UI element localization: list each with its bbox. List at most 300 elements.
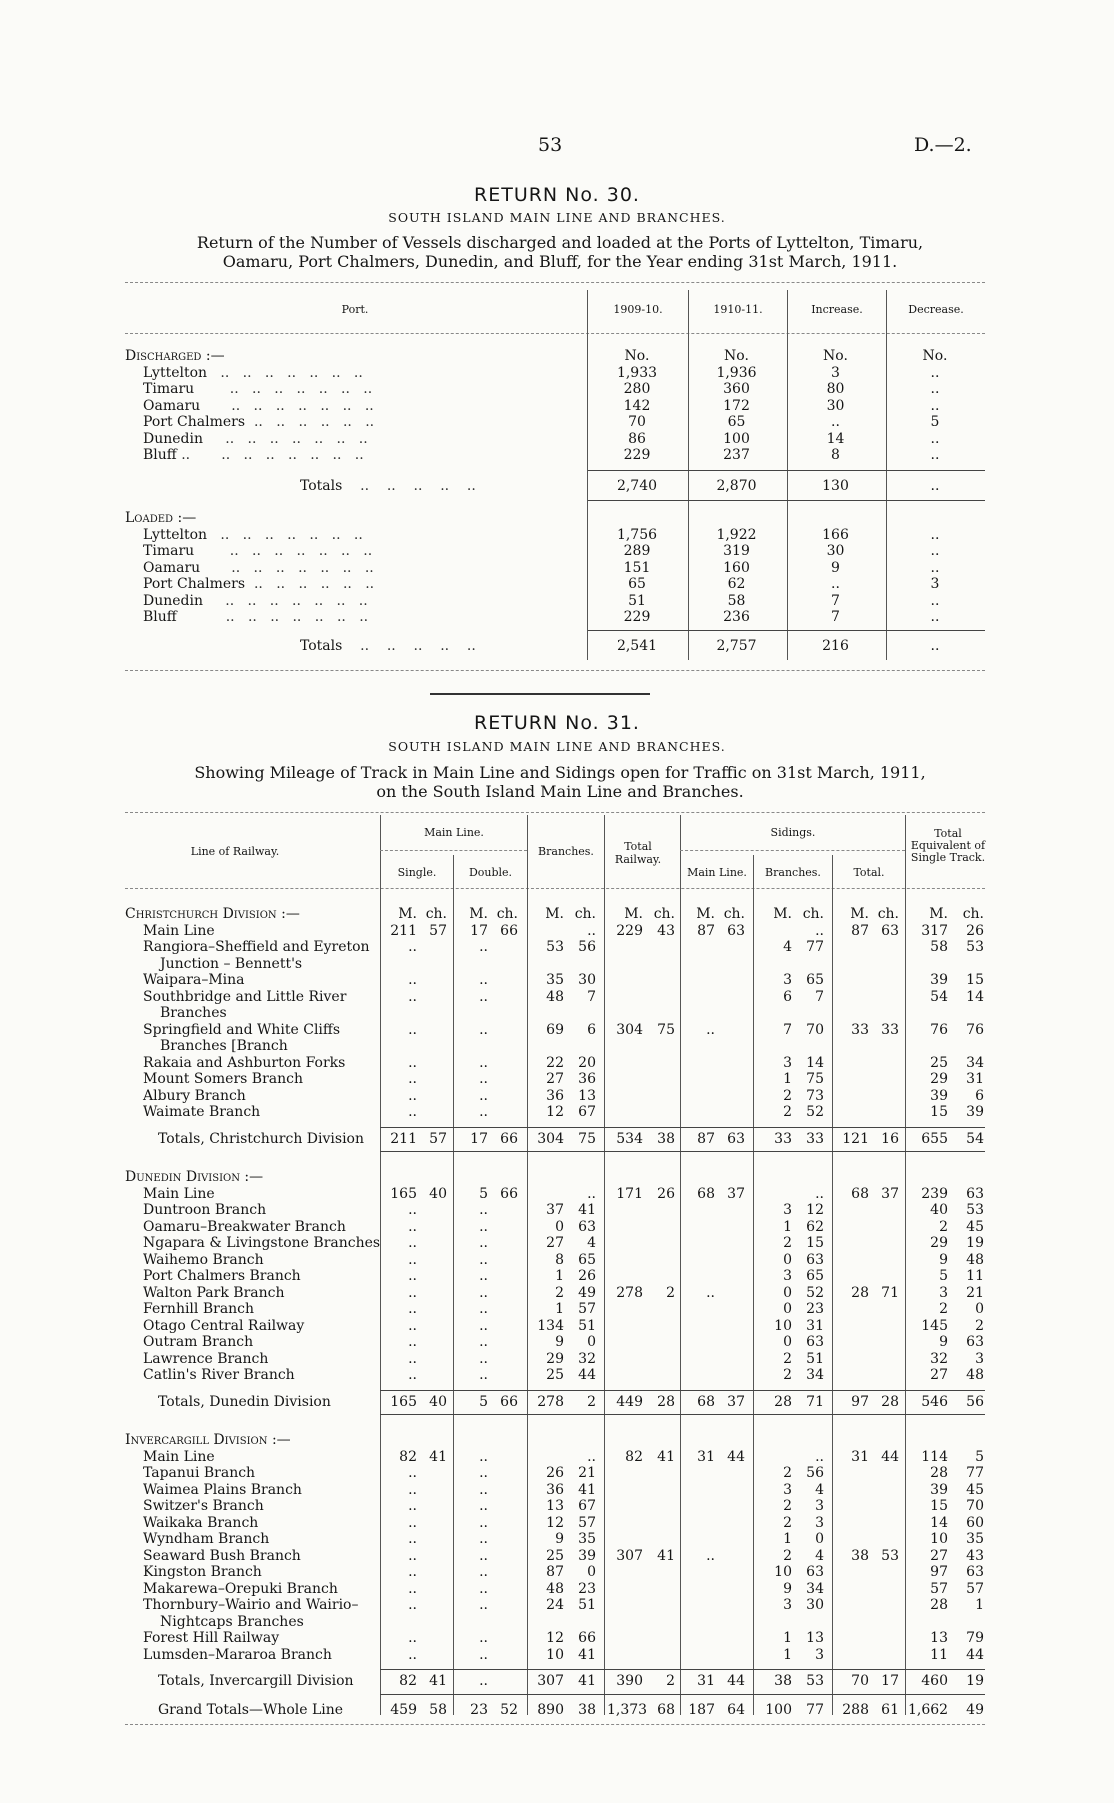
cell-chains: 44 [727,1673,745,1689]
cell-chains: 41 [657,1547,675,1564]
cell-miles: .. [479,1301,488,1317]
cell: .. [930,543,940,559]
cell-miles: .. [479,1547,488,1564]
cell-chains: 41 [578,1646,596,1663]
unit-label: No. [823,348,848,364]
cell-chains: 3 [815,1498,824,1514]
cell-miles: 4 [783,939,792,955]
cell-chains: ch. [574,906,596,922]
cell-miles: 87 [546,1564,564,1580]
cell-chains: 43 [657,922,675,939]
cell-miles: .. [408,1580,417,1597]
cell: 216 [822,638,849,654]
cell-miles: .. [479,972,488,988]
cell: 1,933 [616,364,658,381]
cell-miles: 3 [783,972,792,988]
cell: .. [930,592,940,609]
discharged-label: Discharged :— [125,348,225,364]
cell-miles: 57 [930,1580,948,1597]
cell-miles: 25 [930,1054,948,1071]
cell-miles: 2 [783,1367,792,1383]
cell-chains: ch. [653,906,675,922]
cell-chains: 71 [806,1393,824,1410]
cell-chains: 4 [815,1547,824,1564]
cell-miles: .. [479,1317,488,1334]
cell-miles: M. [398,906,417,922]
cell-miles: 3 [783,1202,792,1218]
cell-miles: .. [408,972,417,988]
cell: .. [930,638,940,654]
cell-chains: 35 [966,1531,984,1547]
cell-miles: 36 [546,1481,564,1498]
cell: .. [930,447,940,463]
line-name: Wyndham Branch [143,1531,270,1547]
cell-miles: 0 [783,1251,792,1268]
cell-miles: 8 [555,1251,564,1268]
cell-miles: .. [408,939,417,955]
table-row: Oamaru .. .. .. .. .. .. .. 151 160 9 .. [125,560,985,577]
cell-chains: 4 [815,1481,824,1498]
cell-miles: 288 [842,1701,869,1718]
cell-miles: 28 [851,1284,869,1301]
cell-miles: .. [479,1334,488,1350]
line-name: Rangiora–Sheffield and Eyreton [143,939,370,955]
subtotal-rule [380,1694,985,1695]
cell-chains: 2 [666,1284,675,1301]
cell-chains: 5 [975,1448,984,1465]
cell-miles: 38 [774,1673,792,1689]
cell-miles: .. [479,1531,488,1547]
cell-miles: 36 [546,1087,564,1104]
cell-chains: 57 [966,1580,984,1597]
cell-miles: .. [408,1071,417,1087]
cell-chains: 75 [578,1130,596,1147]
return-31-title: RETURN No. 31. [474,712,640,734]
cell-miles: .. [408,1481,417,1498]
cell-miles: 1 [783,1646,792,1663]
line-name: Waimate Branch [143,1104,261,1120]
cell-chains: 66 [578,1630,596,1646]
line-name: Lawrence Branch [143,1350,269,1367]
line-name: Oamaru–Breakwater Branch [143,1218,346,1235]
cell: 7 [831,609,840,625]
cell: .. [930,430,940,447]
cell-miles: 304 [616,1021,643,1038]
column-rule [380,815,381,1715]
cell-miles: 32 [930,1350,948,1367]
cell-chains: 11 [966,1268,984,1284]
cell-miles: .. [706,1284,715,1301]
cell-chains: ch. [962,906,984,922]
cell: 62 [727,576,746,592]
cell: 2,870 [716,478,757,494]
cell: 30 [826,397,845,414]
table-row: Oamaru .. .. .. .. .. .. .. 142 172 30 .. [125,398,985,415]
cell-chains: 41 [657,1448,675,1465]
cell-miles: .. [479,1646,488,1663]
cell-miles: 304 [537,1130,564,1147]
cell-miles: 3 [783,1481,792,1498]
cell-chains: 7 [587,988,596,1005]
cell-miles: 5 [479,1185,488,1202]
cell: 51 [628,592,646,609]
cell-miles: 29 [930,1071,948,1087]
cell-chains: 45 [966,1481,984,1498]
column-header-1909: 1909-10. [613,303,663,316]
cell-miles: 76 [930,1021,948,1038]
cell-miles: .. [479,1284,488,1301]
cell: 1,922 [716,526,757,543]
cell-miles: 5 [939,1268,948,1284]
cell-chains: 2 [587,1393,596,1410]
cell-miles: 10 [930,1531,948,1547]
cell-miles: .. [706,1021,715,1038]
cell-miles: 278 [537,1393,564,1410]
cell-chains: 63 [806,1251,824,1268]
cell-miles: .. [706,1547,715,1564]
subtotal-rule [588,500,985,501]
line-name: Port Chalmers Branch [143,1268,301,1284]
totals-label: Totals [300,478,343,494]
subtotal-rule [380,1669,985,1670]
cell-chains: 37 [881,1185,899,1202]
cell-chains: .. [815,1185,824,1202]
cell-chains: 56 [966,1393,984,1410]
cell-miles: .. [408,1531,417,1547]
cell-chains: 54 [966,1130,984,1147]
cell-miles: M. [545,906,564,922]
cell-miles: M. [773,906,792,922]
cell-chains: 66 [500,1185,518,1202]
column-header-sidings-branches: Branches. [765,866,821,879]
cell: 236 [723,609,750,625]
cell-chains: 0 [815,1531,824,1547]
cell: 2,541 [616,638,658,654]
cell-chains: 3 [975,1350,984,1367]
cell: 58 [727,592,746,609]
loaded-totals-row: Totals .. .. .. .. .. 2,541 2,757 216 .. [125,638,985,655]
table-row: Port Chalmers .. .. .. .. .. .. 65 62 .. 3 [125,576,985,593]
cell-miles: 278 [616,1284,643,1301]
column-rule [680,815,681,1715]
cell-miles: 1,662 [908,1701,949,1718]
cell-miles: 1,373 [607,1701,648,1718]
cell-miles: 28 [930,1465,948,1481]
cell-chains: 57 [429,922,447,939]
loaded-label: Loaded :— [125,510,197,526]
cell-miles: 82 [399,1673,417,1689]
cell-chains: 48 [966,1367,984,1383]
column-rule [753,855,754,1715]
cell-chains: 61 [881,1701,899,1718]
cell: .. [930,397,940,414]
cell-chains: 68 [657,1701,675,1718]
cell: .. [930,609,940,625]
port-name: Port Chalmers [143,576,246,592]
cell-miles: 390 [616,1673,643,1689]
cell-miles: 7 [783,1021,792,1038]
cell-miles: .. [408,1251,417,1268]
cell-chains: 63 [806,1334,824,1350]
cell-miles: .. [479,1448,488,1465]
column-header-decrease: Decrease. [908,303,964,316]
cell-chains: 53 [966,1202,984,1218]
column-header-total-railway: Total Railway. [614,840,662,866]
table-row: Timaru .. .. .. .. .. .. .. 289 319 30 .. [125,543,985,560]
cell-miles: .. [408,1564,417,1580]
line-name: Walton Park Branch [143,1284,285,1301]
cell-chains: 19 [966,1673,984,1689]
return-30-title: RETURN No. 30. [474,184,640,206]
cell-chains: 2 [666,1673,675,1689]
cell-chains: 63 [727,922,745,939]
cell-miles: 0 [783,1334,792,1350]
cell-chains: 51 [578,1597,596,1613]
cell-miles: .. [408,1235,417,1251]
cell-chains: 35 [578,1531,596,1547]
cell: 65 [628,576,646,592]
line-name-continued: Branches [160,1005,227,1021]
cell-miles: 87 [697,922,715,939]
cell-chains: 67 [578,1498,596,1514]
line-name: Fernhill Branch [143,1301,255,1317]
cell-miles: 165 [390,1393,417,1410]
table-top-rule [125,282,985,283]
vessels-table [125,348,985,464]
cell-chains: ch. [723,906,745,922]
cell-miles: 3 [783,1054,792,1071]
cell-miles: M. [469,906,488,922]
subtotal-rule [588,470,985,471]
cell-miles: 145 [921,1317,948,1334]
cell-miles: 23 [470,1701,488,1718]
return-31-subtitle: SOUTH ISLAND MAIN LINE AND BRANCHES. [388,739,726,754]
cell-chains: 66 [500,922,518,939]
line-name: Main Line [143,1185,215,1202]
cell-miles: 87 [697,1130,715,1147]
line-name: Makarewa–Orepuki Branch [143,1580,338,1597]
line-name: Mount Somers Branch [143,1071,303,1087]
return-30-description-2: Oamaru, Port Chalmers, Dunedin, and Bluff, for the Year ending 31st March, 1911. [222,252,898,271]
cell-chains: 2 [975,1317,984,1334]
line-name-continued: Branches [Branch [160,1038,288,1054]
cell-miles: .. [479,1465,488,1481]
cell-chains: 0 [975,1301,984,1317]
subtotal-rule [588,630,985,631]
cell-chains: 44 [966,1646,984,1663]
cell-miles: 13 [546,1498,564,1514]
subheader-rule [680,850,905,851]
cell-chains: 65 [806,1268,824,1284]
line-name: Outram Branch [143,1334,254,1350]
cell-miles: 1 [783,1071,792,1087]
cell-miles: .. [408,1630,417,1646]
cell-miles: 38 [851,1547,869,1564]
table-bottom-rule [125,670,985,671]
cell-chains: 51 [806,1350,824,1367]
cell-chains: 13 [806,1630,824,1646]
cell-miles: .. [479,1235,488,1251]
cell-miles: 3 [939,1284,948,1301]
line-name-continued: Nightcaps Branches [160,1613,304,1630]
line-name: Thornbury–Wairio and Wairio– [143,1597,359,1613]
cell: 14 [826,430,845,447]
discharged-totals-row: Totals .. .. .. .. .. 2,740 2,870 130 .. [125,478,985,495]
table-row: Bluff .. .. .. .. .. .. .. 229 236 7 .. [125,609,985,626]
cell-miles: 48 [546,1580,564,1597]
cell-chains: 3 [815,1514,824,1531]
line-name: Waihemo Branch [143,1251,264,1268]
cell-miles: 35 [546,972,564,988]
cell-chains: .. [815,922,824,939]
cell-miles: .. [408,1597,417,1613]
cell-miles: 31 [697,1448,715,1465]
cell-miles: 211 [390,922,417,939]
cell-chains: 70 [966,1498,984,1514]
cell-chains: .. [587,1448,596,1465]
cell-miles: 97 [930,1564,948,1580]
division-heading: Dunedin Division :— [125,1169,264,1185]
cell-miles: 655 [921,1130,948,1147]
table-row: Dunedin .. .. .. .. .. .. .. 86 100 14 .. [125,431,985,448]
cell-chains: 38 [657,1130,675,1147]
cell-chains: 63 [881,922,899,939]
cell-chains: 57 [578,1514,596,1531]
cell-miles: 15 [930,1104,948,1120]
cell-chains: 44 [881,1448,899,1465]
cell-miles: 239 [921,1185,948,1202]
cell-miles: .. [479,988,488,1005]
division-heading: Christchurch Division :— [125,906,300,922]
cell: 5 [930,414,940,430]
cell-miles: 2 [783,1104,792,1120]
cell: .. [831,414,840,430]
cell-miles: 22 [546,1054,564,1071]
line-name: Kingston Branch [143,1564,262,1580]
subtotal-rule [380,1390,985,1391]
cell-chains: 30 [578,972,596,988]
cell-miles: 546 [921,1393,948,1410]
cell: 9 [831,559,840,576]
cell-miles: 2 [939,1301,948,1317]
line-name: Forest Hill Railway [143,1630,280,1646]
cell-chains: 19 [966,1235,984,1251]
cell-miles: 27 [930,1547,948,1564]
cell: 160 [723,559,750,576]
cell-chains: 20 [578,1054,596,1071]
cell-miles: 29 [546,1350,564,1367]
cell-miles: M. [850,906,869,922]
column-rule [905,815,906,1715]
cell-miles: 317 [921,922,948,939]
cell-miles: 10 [546,1646,564,1663]
cell-miles: 13 [930,1630,948,1646]
cell-chains: 1 [975,1597,984,1613]
cell-miles: .. [408,1465,417,1481]
cell: .. [831,576,840,592]
cell-chains: 49 [578,1284,596,1301]
cell-chains: 26 [657,1185,675,1202]
cell-chains: 66 [500,1130,518,1147]
cell-miles: 12 [546,1104,564,1120]
cell-chains: 34 [966,1054,984,1071]
cell-miles: 54 [930,988,948,1005]
cell-miles: 1 [783,1218,792,1235]
cell-chains: 40 [429,1393,447,1410]
cell-miles: 15 [930,1498,948,1514]
cell-chains: 63 [966,1334,984,1350]
port-name: Port Chalmers [143,414,246,430]
cell: 65 [727,414,746,430]
cell: 319 [723,543,750,559]
cell-miles: .. [408,1317,417,1334]
port-name: Oamaru [143,559,201,576]
table-row: Bluff .. .. .. .. .. .. .. .. 229 237 8 .. [125,447,985,464]
cell-chains: 34 [806,1367,824,1383]
cell-chains: 53 [966,939,984,955]
cell-chains: 41 [578,1673,596,1689]
cell-miles: 25 [546,1367,564,1383]
cell: 8 [831,447,840,463]
cell-miles: 2 [939,1218,948,1235]
cell-chains: 45 [966,1218,984,1235]
cell-chains: 44 [578,1367,596,1383]
cell-chains: 21 [966,1284,984,1301]
cell-chains: 51 [578,1317,596,1334]
cell-chains: 77 [806,939,824,955]
table-row: Timaru .. .. .. .. .. .. .. 280 360 80 .. [125,381,985,398]
port-name: Timaru [143,543,195,559]
table-top-rule [125,812,985,813]
line-name: Otago Central Railway [143,1317,305,1334]
cell-miles: M. [929,906,948,922]
cell-chains: 31 [966,1071,984,1087]
column-header-line: Line of Railway. [190,845,280,858]
cell-miles: 24 [546,1597,564,1613]
table-header-rule [125,333,985,334]
cell-chains: 28 [657,1393,675,1410]
column-rule [832,855,833,1715]
cell-chains: 57 [429,1130,447,1147]
cell-miles: 9 [939,1251,948,1268]
cell-miles: 459 [390,1701,417,1718]
cell-chains: 63 [966,1564,984,1580]
cell: 2,740 [616,478,658,494]
cell-miles: 12 [546,1630,564,1646]
cell: 2,757 [716,638,757,654]
cell-chains: 75 [657,1021,675,1038]
cell-chains: 6 [587,1021,596,1038]
cell-miles: 25 [546,1547,564,1564]
cell-miles: .. [479,1630,488,1646]
subtotal-rule [380,1414,985,1415]
cell-chains: 23 [578,1580,596,1597]
cell-miles: 17 [470,1130,488,1147]
cell-chains: 37 [727,1185,745,1202]
cell-chains: ch. [496,906,518,922]
cell-miles: 82 [625,1448,643,1465]
cell-chains: 17 [881,1673,899,1689]
cell: 3 [831,364,840,381]
cell-miles: 211 [390,1130,417,1147]
cell-miles: .. [479,1268,488,1284]
cell-chains: 3 [815,1646,824,1663]
cell-chains: 14 [966,988,984,1005]
cell-chains: .. [815,1448,824,1465]
cell: 130 [822,478,849,494]
cell-chains: 28 [881,1393,899,1410]
line-name: Waimea Plains Branch [143,1481,302,1498]
